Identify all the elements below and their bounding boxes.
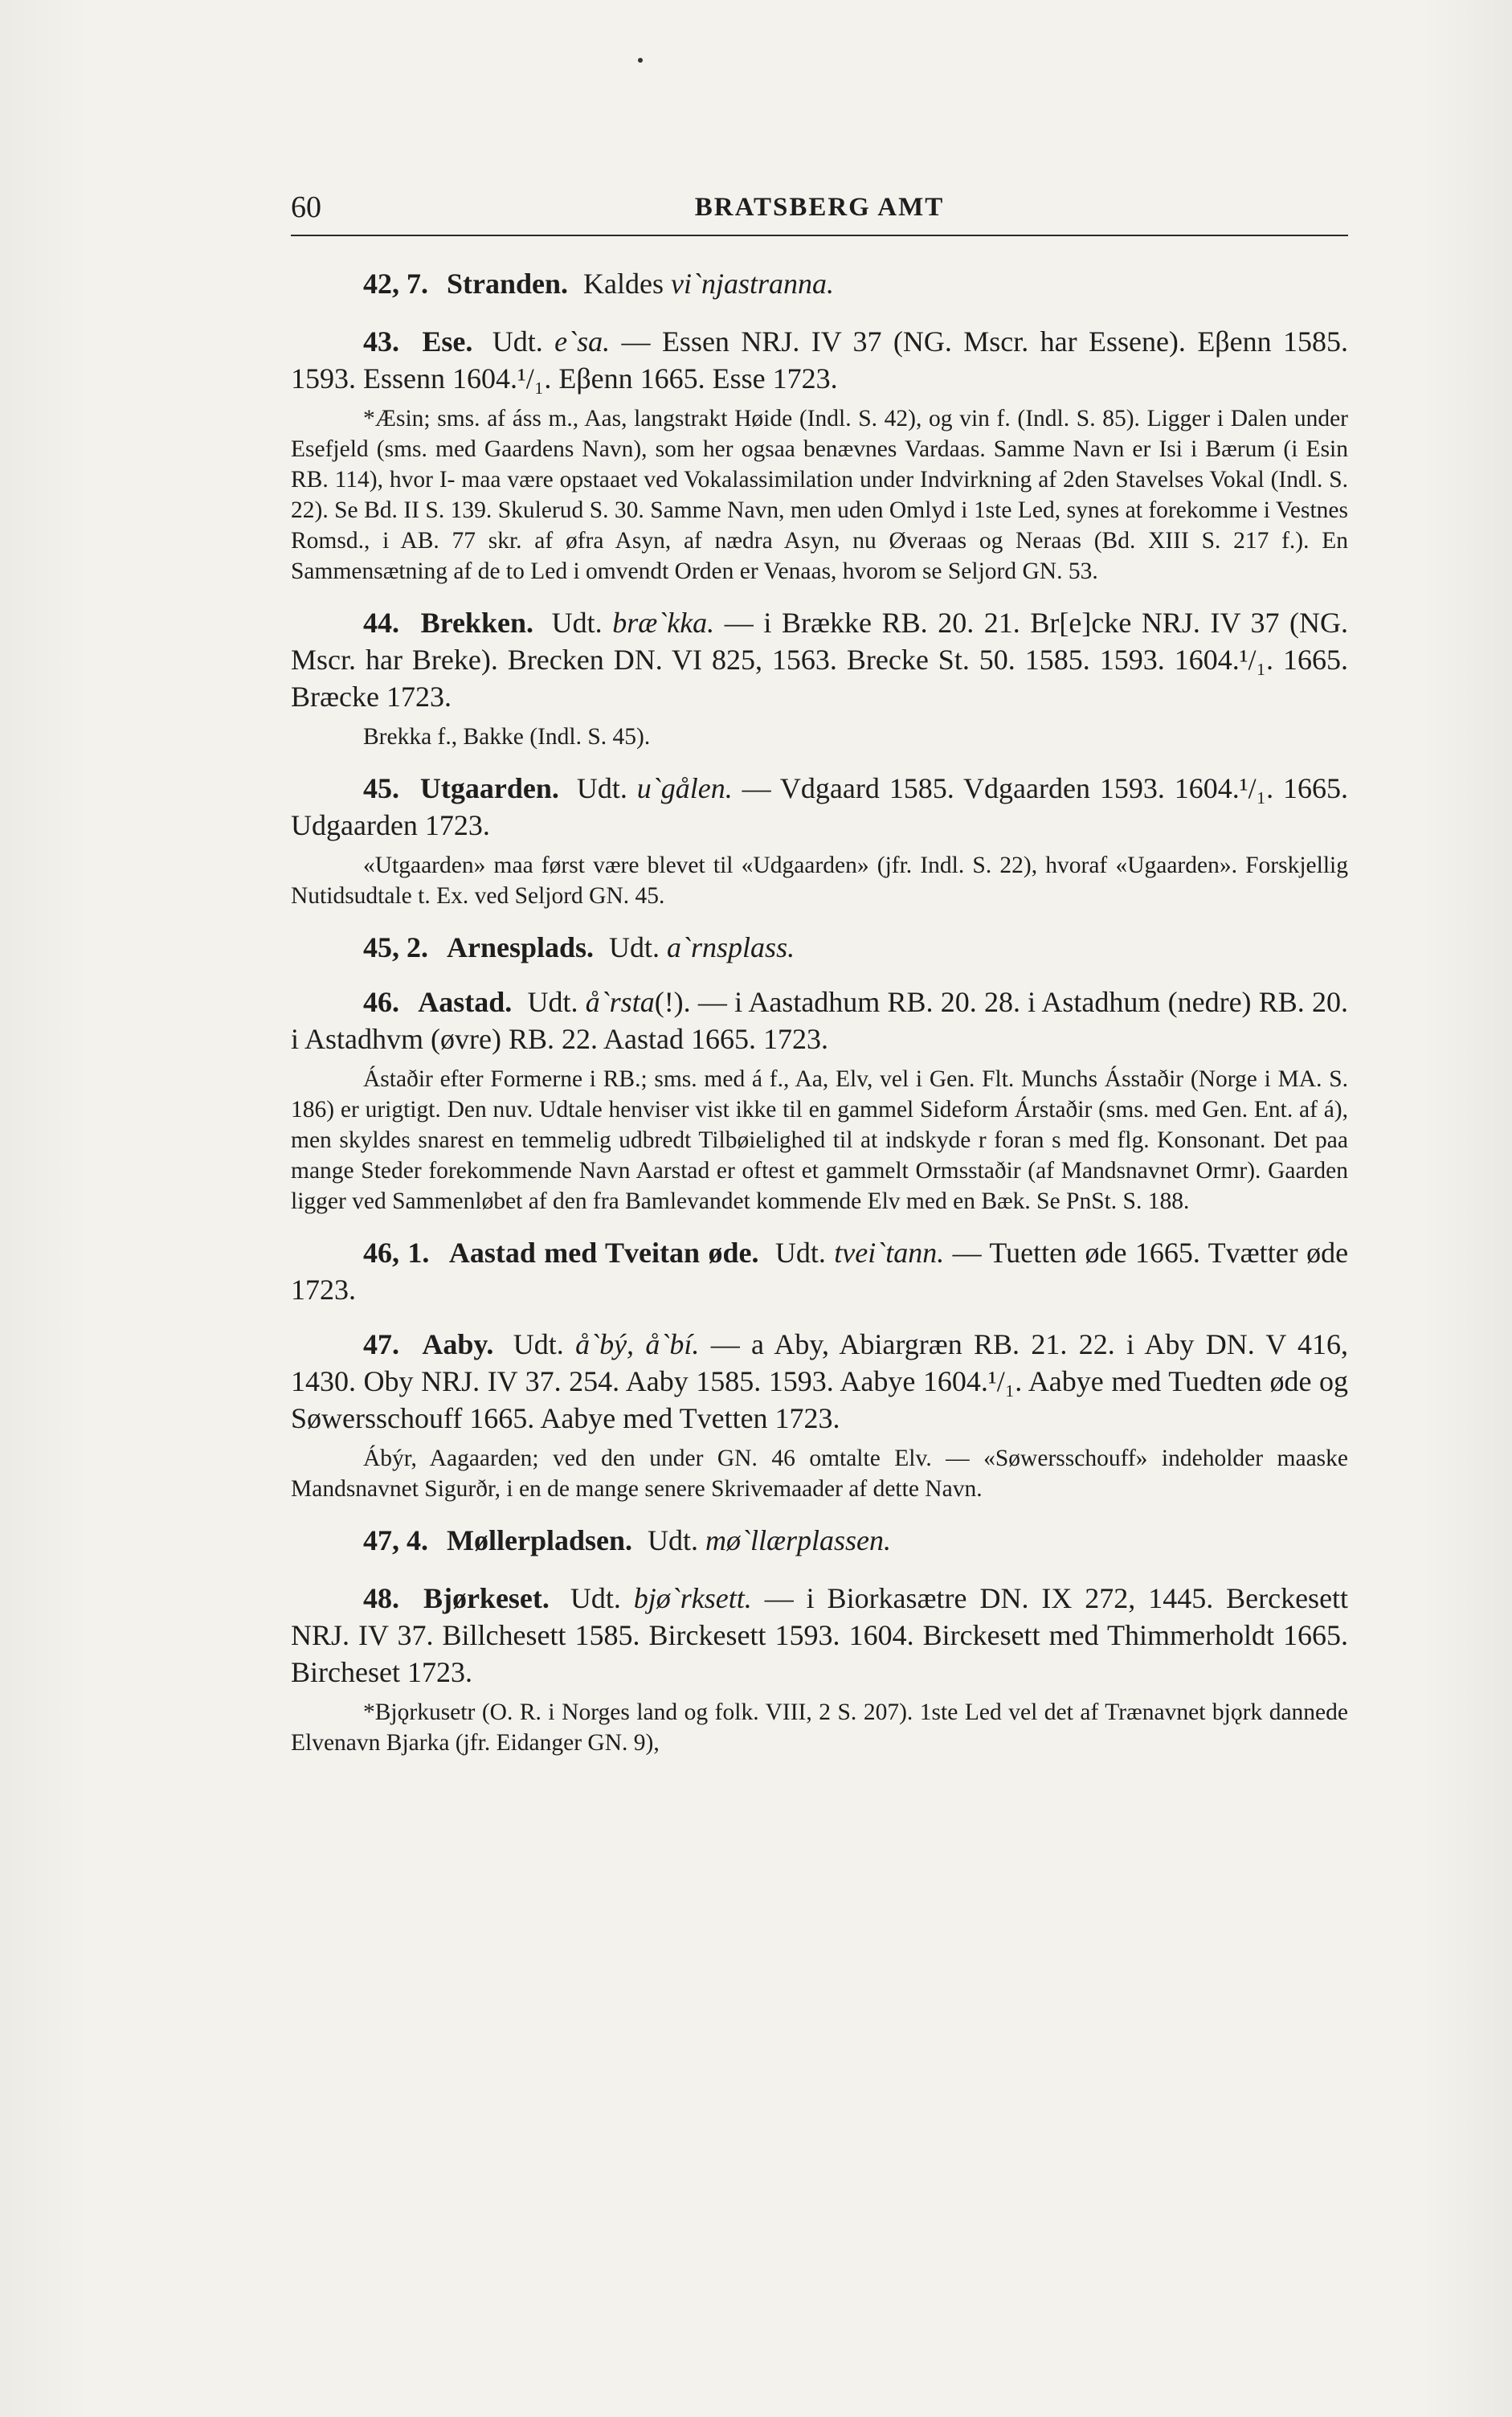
farm-name: Aastad med Tveitan øde. [448,1237,759,1269]
entry-text: Kaldes [583,268,664,300]
entry-number: 47. [363,1328,399,1360]
entry-43 [291,323,1348,587]
udt-label: Udt. [774,1237,826,1269]
entry-number: 45, 2. [363,931,428,963]
entry-46-1 [291,1234,1348,1308]
entry-48 [291,1580,1348,1758]
entry-note: Ábýr, Aagaarden; ved den under GN. 46 omtalte Elv. — «Søwersschouff» indeholder maaske Mandsnavnet Sigurðr, i en de mange senere Skrivemaader af dette Navn. [291,1446,1348,1502]
entry-text: — i Brække RB. 20. 21. Br[e]cke NRJ. IV 37 (NG. Mscr. har Breke). Brecken DN. VI 825, 1563. Brecke St. 50. 1585. 1593. 1604.¹/₁. 1665. Bræcke 1723. [291,607,1349,713]
entry-number: 46. [363,986,399,1018]
farm-name: Bjørkeset. [423,1582,550,1614]
farm-name: Stranden. [447,268,569,300]
page-header [291,190,1348,236]
entry-text: — i Biorkasætre DN. IX 272, 1445. Berckesett NRJ. IV 37. Billchesett 1585. Birckesett 1593. 1604. Birckesett med Thimmerholdt 1665. Bircheset 1723. [291,1582,1349,1688]
udt-label: Udt. [609,931,660,963]
entry-main [291,770,1348,844]
entry-note: Ástaðir efter Formerne i RB.; sms. med á f., Aa, Elv, vel i Gen. Flt. Munchs Ásstaðir (Norge i MA. S. 186) er urigtigt. Den nuv. Udtale henviser vist ikke til en gammel Sideform Árstaðir (sms. med Gen. Ent. af á), men skyldes snarest en temmelig udbredt Tilbøielighed til at indskyde r foran s med flg. Konsonant. Det paa mange Steder forekommende Navn Aarstad er oftest et gammelt Ormsstaðir (af Mandsnavnet Ormr). Gaarden ligger ved Sammenløbet af den fra Bamlevandet kommende Elv med en Bæk. Se PnSt. S. 188. [291,1066,1348,1214]
pronunciation: e`sa. [554,325,611,358]
running-title: BRATSBERG AMT [694,193,945,222]
page-number: 60 [291,190,321,224]
entry-main [291,1580,1348,1691]
entry-47 [291,1326,1348,1504]
udt-label: Udt. [527,986,578,1018]
pronunciation: bjø`rksett. [633,1582,752,1614]
entry-47-4 [291,1522,1348,1559]
entry-main [291,984,1348,1057]
pronunciation: bræ`kka. [612,607,715,639]
entry-text: — a Aby, Abiargræn RB. 21. 22. i Aby DN. V 416, 1430. Oby NRJ. IV 37. 254. Aaby 1585. 1593. Aabye 1604.¹/₁. Aabye med Tuedten øde og Søwersschouff 1665. Aabye med Tvetten 1723. [291,1328,1349,1434]
entry-46 [291,984,1348,1217]
entry-number: 44. [363,607,399,639]
entry-number: 43. [363,325,399,358]
udt-label: Udt. [570,1582,621,1614]
farm-name: Aaby. [422,1328,494,1360]
entry-number: 47, 4. [363,1524,428,1556]
entry-note: Brekka f., Bakke (Indl. S. 45). [363,724,651,750]
pronunciation: u`gålen. [636,772,733,804]
entry-main [291,604,1348,715]
udt-label: Udt. [513,1328,564,1360]
farm-name: Møllerpladsen. [447,1524,632,1556]
entry-number: 45. [363,772,399,804]
entry-main [291,323,1348,397]
entry-main [291,1522,1348,1559]
udt-label: Udt. [648,1524,698,1556]
entry-42-7 [291,265,1348,302]
entry-45-2 [291,929,1348,966]
entry-text: — Essen NRJ. IV 37 (NG. Mscr. har Essene). Eβenn 1585. 1593. Essenn 1604.¹/₁. Eβenn 1665. Esse 1723. [291,325,1348,395]
entry-note: «Utgaarden» maa først være blevet til «Udgaarden» (jfr. Indl. S. 22), hvoraf «Ugaarden». Forskjellig Nutidsudtale t. Ex. ved Seljord GN. 45. [291,853,1348,909]
entry-45 [291,770,1348,911]
udt-label: Udt. [492,325,543,358]
entry-text: — Tuetten øde 1665. Tvætter øde 1723. [291,1237,1349,1306]
entry-text: — Vdgaard 1585. Vdgaarden 1593. 1604.¹/₁. 1665. Udgaarden 1723. [291,772,1349,841]
udt-label: Udt. [576,772,627,804]
farm-name: Arnesplads. [447,931,595,963]
entry-main [291,1326,1348,1437]
entry-44 [291,604,1348,752]
pronunciation: å`bý, å`bí. [575,1328,700,1360]
entry-number: 42, 7. [363,268,428,300]
entry-main [291,1234,1348,1308]
pronunciation: å`rsta [585,986,655,1018]
farm-name: Brekken. [420,607,533,639]
page-body [291,265,1348,1758]
entry-note: *Æsin; sms. af áss m., Aas, langstrakt Høide (Indl. S. 42), og vin f. (Indl. S. 85). Ligger i Dalen under Esefjeld (sms. med Gaardens Navn), som her ogsaa benævnes Vardaas. Samme Navn er Isi i Bærum (i Esin RB. 114), hvor I- maa være opstaaet ved Vokalassimilation under Indvirkning af 2den Stavelses Vokal (Indl. S. 22). Se Bd. II S. 139. Skulerud S. 30. Samme Navn, men uden Omlyd i 1ste Led, synes at forekomme i Vestnes Romsd., i AB. 77 skr. af øfra Asyn, af nædra Asyn, nu Øveraas og Neraas (Bd. XIII S. 217 f.). En Sammensætning af de to Led i omvendt Orden er Venaas, hvorom se Seljord GN. 53. [291,406,1348,584]
entry-note: *Bjǫrkusetr (O. R. i Norges land og folk. VIII, 2 S. 207). 1ste Led vel det af Trænavnet bjǫrk dannede Elvenavn Bjarka (jfr. Eidanger GN. 9), [291,1699,1348,1756]
udt-label: Udt. [551,607,603,639]
entry-main [291,265,1348,302]
pronunciation: vi`njastranna. [671,268,834,300]
print-speck [638,58,643,63]
entry-number: 46, 1. [363,1237,430,1269]
pronunciation: mø`llærplassen. [705,1524,892,1556]
farm-name: Aastad. [418,986,513,1018]
entry-main [291,929,1348,966]
farm-name: Utgaarden. [419,772,559,804]
pronunciation: tvei`tann. [834,1237,945,1269]
pronunciation: a`rnsplass. [667,931,795,963]
entry-number: 48. [363,1582,399,1614]
farm-name: Ese. [422,325,473,358]
entry-text: (!). — i Aastadhum RB. 20. 28. i Astadhum (nedre) RB. 20. i Astadhvm (øvre) RB. 22. Aastad 1665. 1723. [291,986,1348,1055]
